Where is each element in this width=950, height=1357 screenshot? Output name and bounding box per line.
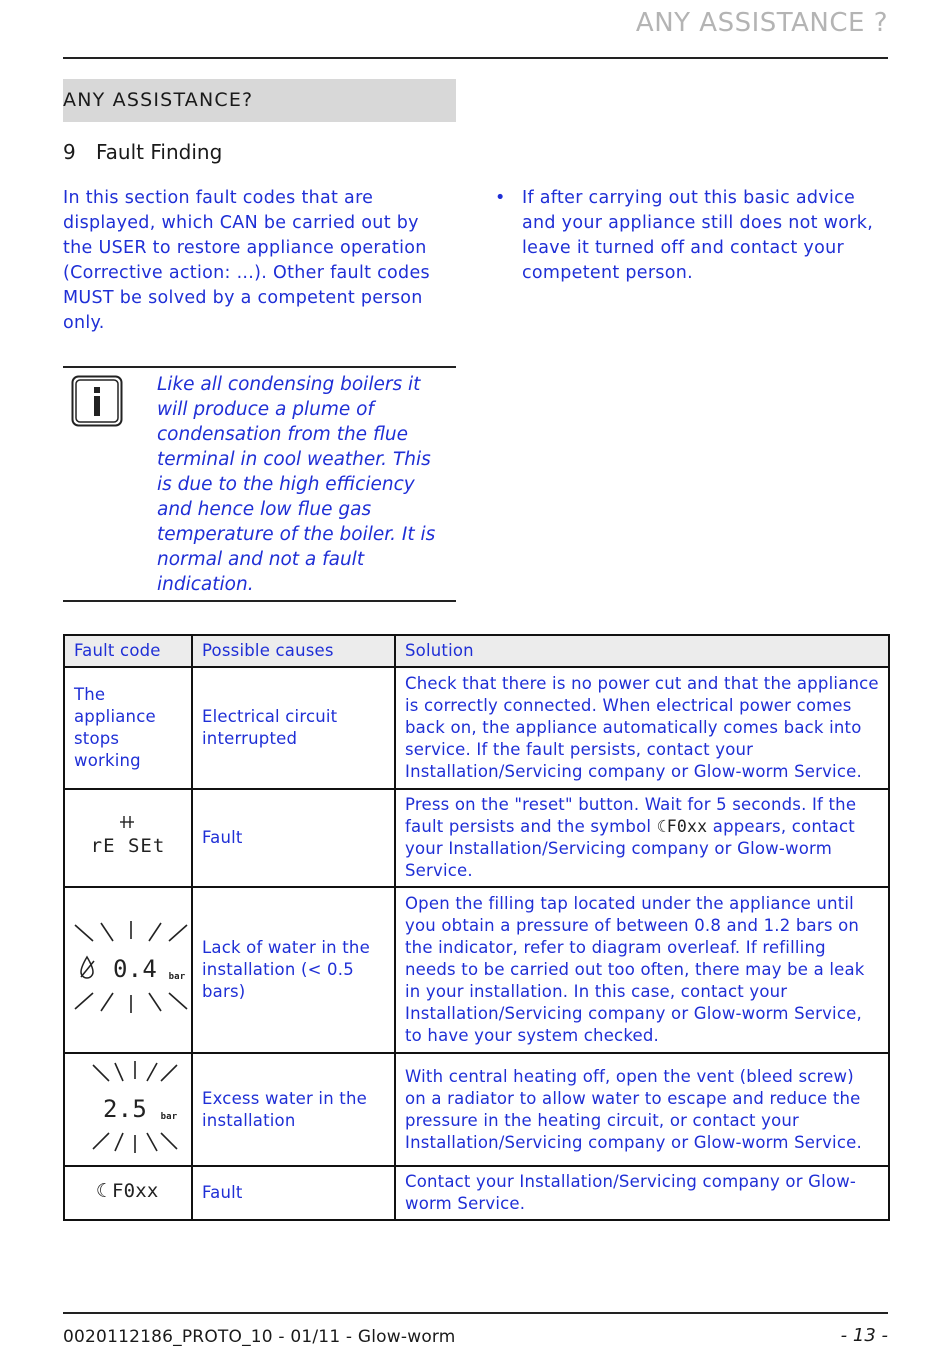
- fault-code-display-icon: [78, 1170, 178, 1210]
- fault-code-cell: [64, 1053, 192, 1166]
- table-row: [64, 667, 889, 789]
- fault-code-cell: [64, 1166, 192, 1220]
- reset-display-icon: [78, 808, 178, 862]
- fault-code-display-text: F0xx: [112, 1180, 159, 1202]
- cause-cell: Excess water in the installation: [192, 1053, 395, 1166]
- solution-text-end: appears, contact your Installation/Servicing company or Glow-worm Service.: [405, 817, 855, 880]
- solution-cell: Open the filling tap located under the appliance until you obtain a pressure of between 0.8 and 1.2 bars on the indicator, refer to diagram overleaf. If refilling needs to be carried out too often, there may be a leak in your installation. In this case, contact your Installation/Servicing company or Glow-worm Service, to have your system checked.: [395, 887, 889, 1053]
- fault-code-cell: [64, 887, 192, 1053]
- table-row: [64, 1053, 889, 1166]
- document-reference: 0020112186_PROTO_10 - 01/11 - Glow-worm: [63, 1327, 456, 1347]
- subsection-heading: [63, 140, 222, 164]
- tap-icon: ☾: [96, 1180, 108, 1202]
- solution-cell: [395, 789, 889, 887]
- low-pressure-display-icon: [67, 917, 189, 1017]
- table-row: [64, 789, 889, 887]
- subsection-number: 9: [63, 140, 76, 164]
- fault-symbol-inline: [657, 817, 708, 836]
- page-header-title: ANY ASSISTANCE ?: [635, 8, 888, 38]
- solution-cell: Contact your Installation/Servicing company or Glow-worm Service.: [395, 1166, 889, 1220]
- cause-cell: Electrical circuit interrupted: [192, 667, 395, 789]
- pressure-unit: bar: [168, 972, 186, 982]
- bullet-text: If after carrying out this basic advice and your appliance still does not work, leave it turned off and contact your competent person.: [522, 188, 874, 283]
- solution-text-start: Press on the "reset" button. Wait for 5 seconds. If the fault persists and the symbol: [405, 795, 857, 836]
- intro-paragraph: In this section fault codes that are displayed, which CAN be carried out by the USER to restore appliance operation (Corrective action: ...). Other fault codes MUST be solved by a competent person only.: [63, 188, 430, 333]
- section-title-bar: [63, 79, 456, 122]
- fault-code-cell: The appliance stops working: [64, 667, 192, 789]
- footer-rule: [63, 1312, 888, 1314]
- solution-cell: With central heating off, open the vent (bleed screw) on a radiator to allow water to escape and reduce the pressure in the heating circuit, or contact your Installation/Servicing company or Glow-worm Service.: [395, 1053, 889, 1166]
- cause-cell: Lack of water in the installation (< 0.5 bars): [192, 887, 395, 1053]
- note-bottom-rule: [63, 600, 456, 602]
- tap-icon: ☾: [656, 817, 667, 836]
- col-header-possible-causes: Possible causes: [192, 635, 395, 667]
- page-number: - 13 -: [840, 1325, 888, 1346]
- note-top-rule: [63, 366, 456, 368]
- info-icon: [71, 375, 123, 427]
- col-header-solution: Solution: [395, 635, 889, 667]
- subsection-title: Fault Finding: [96, 140, 223, 164]
- solution-cell: Check that there is no power cut and that the appliance is correctly connected. When electrical power comes back on, the appliance automatically comes back into service. If the fault persists, contact your Installation/Servicing company or Glow-worm Service.: [395, 667, 889, 789]
- pressure-unit: bar: [160, 1111, 178, 1122]
- advice-bullet: [495, 186, 890, 286]
- col-header-fault-code: Fault code: [64, 635, 192, 667]
- bullet-marker: •: [495, 188, 506, 208]
- pressure-display-text: 0.4: [113, 955, 157, 983]
- condensation-note: Like all condensing boilers it will produce a plume of condensation from the flue terminal in cool weather. This is due to the high efficiency and hence low flue gas temperature of the boiler. It is normal and not a fault indication.: [157, 374, 436, 595]
- fault-table: [63, 634, 890, 1221]
- fault-code-cell: [64, 789, 192, 887]
- header-rule: [63, 57, 888, 59]
- cause-cell: Fault: [192, 1166, 395, 1220]
- table-row: [64, 887, 889, 1053]
- reset-display-text: rE SEt: [90, 835, 166, 857]
- table-header-row: [64, 635, 889, 667]
- table-row: [64, 1166, 889, 1220]
- section-title: ANY ASSISTANCE?: [63, 89, 254, 111]
- pressure-display-text: 2.5: [103, 1094, 147, 1123]
- fault-symbol-text: F0xx: [666, 817, 708, 836]
- cause-cell: Fault: [192, 789, 395, 887]
- high-pressure-display-icon: [73, 1057, 183, 1157]
